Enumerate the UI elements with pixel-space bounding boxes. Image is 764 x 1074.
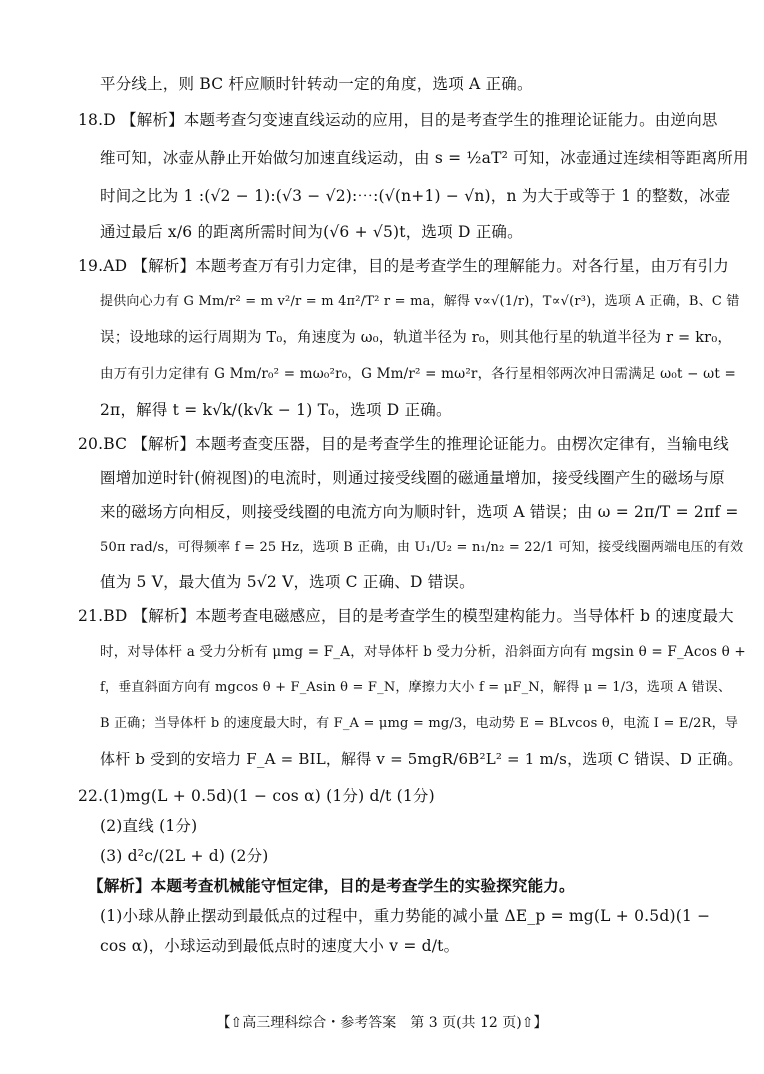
text-line: 时间之比为 1 :(√2 − 1):(√3 − √2):⋯:(√(n+1) − √n)，n 为大于或等于 1 的整数，冰壶: [100, 187, 731, 205]
text-line: 提供向心力有 G Mm/r² = m v²/r = m 4π²/T² r = ma，解得 v∝√(1/r)，T∝√(r³)，选项 A 正确，B、C 错: [100, 294, 740, 309]
text-line: 通过最后 x/6 的距离所需时间为(√6 + √5)t，选项 D 正确。: [100, 223, 523, 241]
text-line: 值为 5 V，最大值为 5√2 V，选项 C 正确、D 错误。: [100, 573, 475, 591]
text-line: 2π，解得 t = k√k/(k√k − 1) T₀，选项 D 正确。: [100, 401, 452, 419]
text-line: 体杆 b 受到的安培力 F_A = BIL，解得 v = 5mgR/6B²L² = 1 m/s，选项 C 错误、D 正确。: [100, 750, 743, 768]
text-line: 时，对导体杆 a 受力分析有 μmg = F_A，对导体杆 b 受力分析，沿斜面方向有 mgsin θ = F_Acos θ +: [100, 644, 746, 660]
q21-header-line: 21.BD 【解析】本题考查电磁感应，目的是考查学生的模型建构能力。当导体杆 b 的速度最大: [78, 607, 734, 625]
text-line: B 正确；当导体杆 b 的速度最大时，有 F_A = μmg = mg/3，电动势 E = BLvcos θ，电流 I = E/2R，导: [100, 716, 739, 731]
q20-header-line: 20.BC 【解析】本题考查变压器，目的是考查学生的推理论证能力。由楞次定律有，当输电线: [78, 435, 729, 453]
q22-analysis-header: 【解析】本题考查机械能守恒定律，目的是考查学生的实验探究能力。: [88, 876, 575, 895]
text-line: 圈增加逆时针(俯视图)的电流时，则通过接受线圈的磁通量增加，接受线圈产生的磁场与原: [100, 469, 725, 487]
q18-header-line: 18.D 【解析】本题考查匀变速直线运动的应用，目的是考查学生的推理论证能力。由逆向思: [78, 111, 718, 129]
q22-answer-line: (2)直线 (1分): [100, 817, 198, 835]
text-line: f，垂直斜面方向有 mgcos θ + F_Asin θ = F_N，摩擦力大小 f = μF_N，解得 μ = 1/3，选项 A 错误、: [100, 680, 732, 695]
text-line: 误；设地球的运行周期为 T₀，角速度为 ω₀，轨道半径为 r₀，则其他行星的轨道半径为 r = kr₀，: [100, 330, 733, 346]
text-line: 由万有引力定律有 G Mm/r₀² = mω₀²r₀，G Mm/r² = mω²r，各行星相邻两次冲日需满足 ω₀t − ωt =: [100, 366, 736, 382]
q19-header-line: 19.AD 【解析】本题考查万有引力定律，目的是考查学生的理解能力。对各行星，由万有引力: [78, 257, 730, 275]
text-line: 50π rad/s，可得频率 f = 25 Hz，选项 B 正确，由 U₁/U₂ = n₁/n₂ = 22/1 可知，接受线圈两端电压的有效: [100, 540, 744, 555]
q22-answer-line: 22.(1)mg(L + 0.5d)(1 − cos α) (1分) d/t (1分): [78, 787, 435, 805]
text-line: cos α)，小球运动到最低点时的速度大小 v = d/t。: [100, 937, 460, 955]
text-line: 来的磁场方向相反，则接受线圈的电流方向为顺时针，选项 A 错误；由 ω = 2π/T = 2πf =: [100, 503, 739, 521]
text-line: 平分线上，则 BC 杆应顺时针转动一定的角度，选项 A 正确。: [100, 75, 533, 93]
text-line: 维可知，冰壶从静止开始做匀加速直线运动，由 s = ½aT² 可知，冰壶通过连续相等距离所用: [100, 149, 749, 167]
text-line: (1)小球从静止摆动到最低点的过程中，重力势能的减小量 ΔE_p = mg(L + 0.5d)(1 −: [100, 907, 711, 925]
page-footer: 【⇧高三理科综合・参考答案 第 3 页(共 12 页)⇧】: [216, 1015, 548, 1031]
q22-answer-line: (3) d²c/(2L + d) (2分): [100, 847, 269, 865]
